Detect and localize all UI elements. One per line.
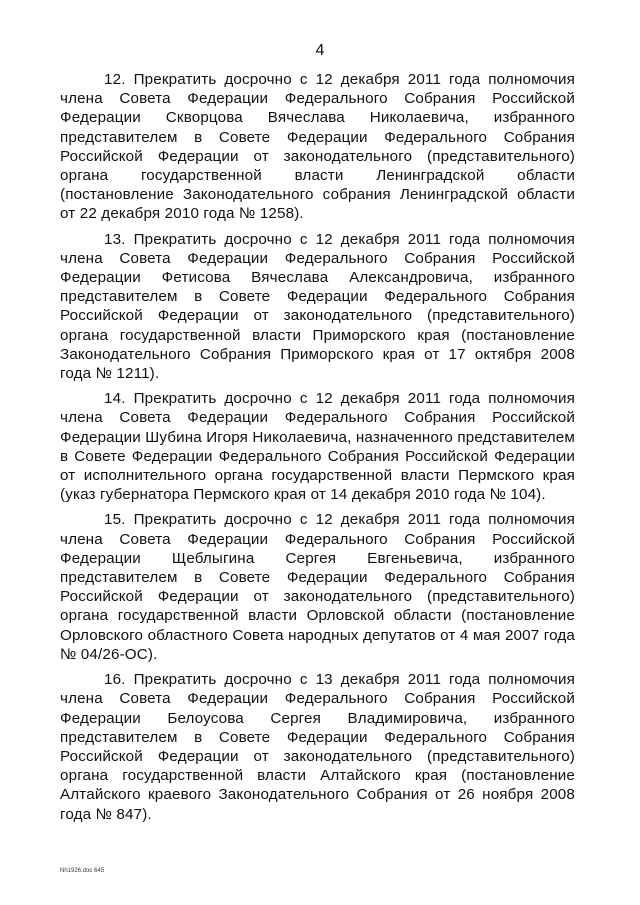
paragraph-item-15: 15. Прекратить досрочно с 12 декабря 2011 года полномочия члена Совета Федерации Федерального Собрания Российской Федерации Щеблыгина Сергея Евгеньевича, избранного представителем в Совете Федерации Федерального Собрания Российской Федерации от законодательного (представительного) органа государственной власти Орловской области (постановление Орловского областного Совета народных депутатов от 4 мая 2007 года № 04/26-ОС). xyxy=(60,511,575,663)
paragraph-item-13: 13. Прекратить досрочно с 12 декабря 2011 года полномочия члена Совета Федерации Федерального Собрания Российской Федерации Фетисова Вячеслава Александровича, избранного представителем в Совете Федерации Федерального Собрания Российской Федерации от законодательного (представительного) органа государственной власти Приморского края (постановление Законодательного Собрания Приморского края от 17 октября 2008 года № 1211). xyxy=(60,230,575,383)
paragraph-item-16: 16. Прекратить досрочно с 13 декабря 2011 года полномочия члена Совета Федерации Федерального Собрания Российской Федерации Белоусова Сергея Владимировича, избранного представителем в Совете Федерации Федерального Собрания Российской Федерации от законодательного (представительного) органа государственной власти Алтайского края (постановление Алтайского краевого Законодательного Собрания от 26 ноября 2008 года № 847). xyxy=(60,671,575,823)
paragraph-item-12: 12. Прекратить досрочно с 12 декабря 2011 года полномочия члена Совета Федерации Федерального Собрания Российской Федерации Скворцова Вячеслава Николаевича, избранного представителем в Совете Федерации Федерального Собрания Российской Федерации от законодательного (представительного) органа государственной власти Ленинградской области (постановление Законодательного собрания Ленинградской области от 22 декабря 2010 года № 1258). xyxy=(60,71,575,223)
paragraph-item-14: 14. Прекратить досрочно с 12 декабря 2011 года полномочия члена Совета Федерации Федерального Собрания Российской Федерации Шубина Игоря Николаевича, назначенного представителем в Совете Федерации Федерального Собрания Российской Федерации от исполнительного органа государственной власти Пермского края (указ губернатора Пермского края от 14 декабря 2010 года № 104). xyxy=(60,390,575,504)
document-body xyxy=(60,70,575,830)
footer-file-reference: Nh1926.doc 645 xyxy=(60,868,105,874)
page-number: 4 xyxy=(315,42,325,59)
